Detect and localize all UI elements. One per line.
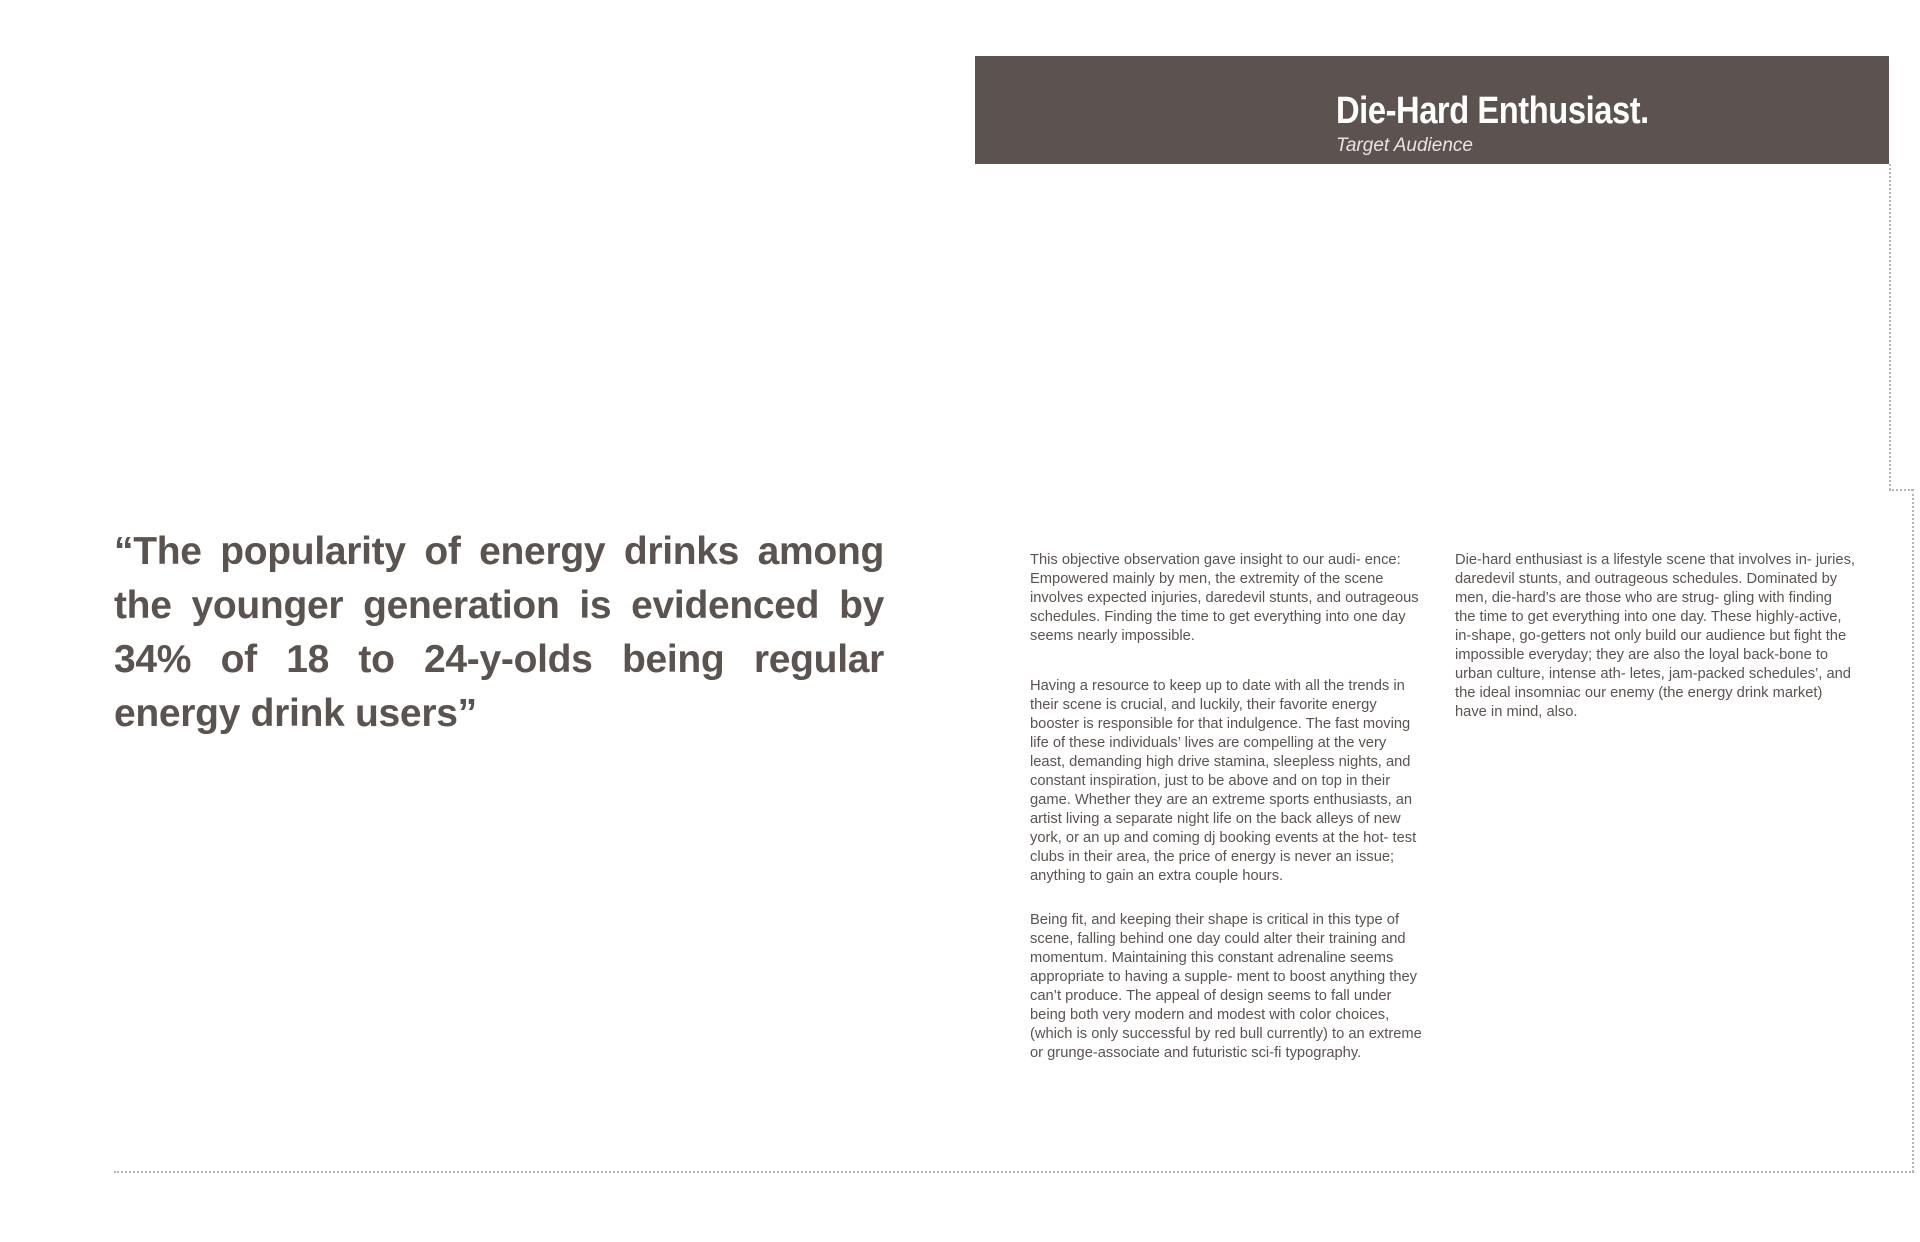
page-title: Die-Hard Enthusiast. xyxy=(1336,90,1649,132)
body-paragraph: This objective observation gave insight to our audi- ence: Empowered mainly by men, the extremity of the scene involves expected injuries, daredevil stunts, and outrageous schedules. Finding the time to get everything into one day seems nearly impossible. xyxy=(1030,552,1419,644)
frame-divider-right-upper xyxy=(1889,164,1891,490)
page-subtitle: Target Audience xyxy=(1336,135,1473,156)
frame-divider-step xyxy=(1889,489,1913,491)
pull-quote: “The popularity of energy drinks among the younger generation is evidenced by 34% of 18 to 24-y-olds being regular energy drink users” xyxy=(114,530,884,735)
body-paragraph: Having a resource to keep up to date with all the trends in their scene is crucial, and luckily, their favorite energy booster is responsible for that indulgence. The fast moving life of these individuals’ lives are compelling at the very least, demanding high drive stamina, sleepless nights, and constant inspiration, just to be above and on top in their game. Whether they are an extreme sports enthusiasts, an artist living a separate night life on the back alleys of new york, or an up and coming dj booking events at the hot- test clubs in their area, the price of energy is never an issue; anything to gain an extra couple hours. xyxy=(1030,678,1417,884)
body-paragraph: Being fit, and keeping their shape is critical in this type of scene, falling behind one day could alter their training and momentum. Maintaining this constant adrenaline seems appropriate to having a supple- ment to boost anything they can’t produce. The appeal of design seems to fall under being both very modern and modest with color choices, (which is only successful by red bull currently) to an extreme or grunge-associate and futuristic sci-fi typography. xyxy=(1030,912,1422,1061)
body-column-left xyxy=(1030,551,1425,1063)
body-paragraph: Die-hard enthusiast is a lifestyle scene that involves in- juries, daredevil stunts, and outrageous schedules. Dominated by men, die-hard’s are those who are strug- gling with finding the time to get everything into one day. These highly-active, in-shape, go-getters not only build our audience but fight the impossible everyday; they are also the loyal back-bone to urban culture, intense ath- letes, jam-packed schedules’, and the ideal insomniac our enemy (the energy drink market) have in mind, also. xyxy=(1455,552,1856,720)
body-column-right xyxy=(1455,551,1855,722)
frame-divider-bottom xyxy=(114,1171,1914,1173)
header-band xyxy=(975,56,1889,164)
frame-divider-right-lower xyxy=(1912,489,1914,1172)
